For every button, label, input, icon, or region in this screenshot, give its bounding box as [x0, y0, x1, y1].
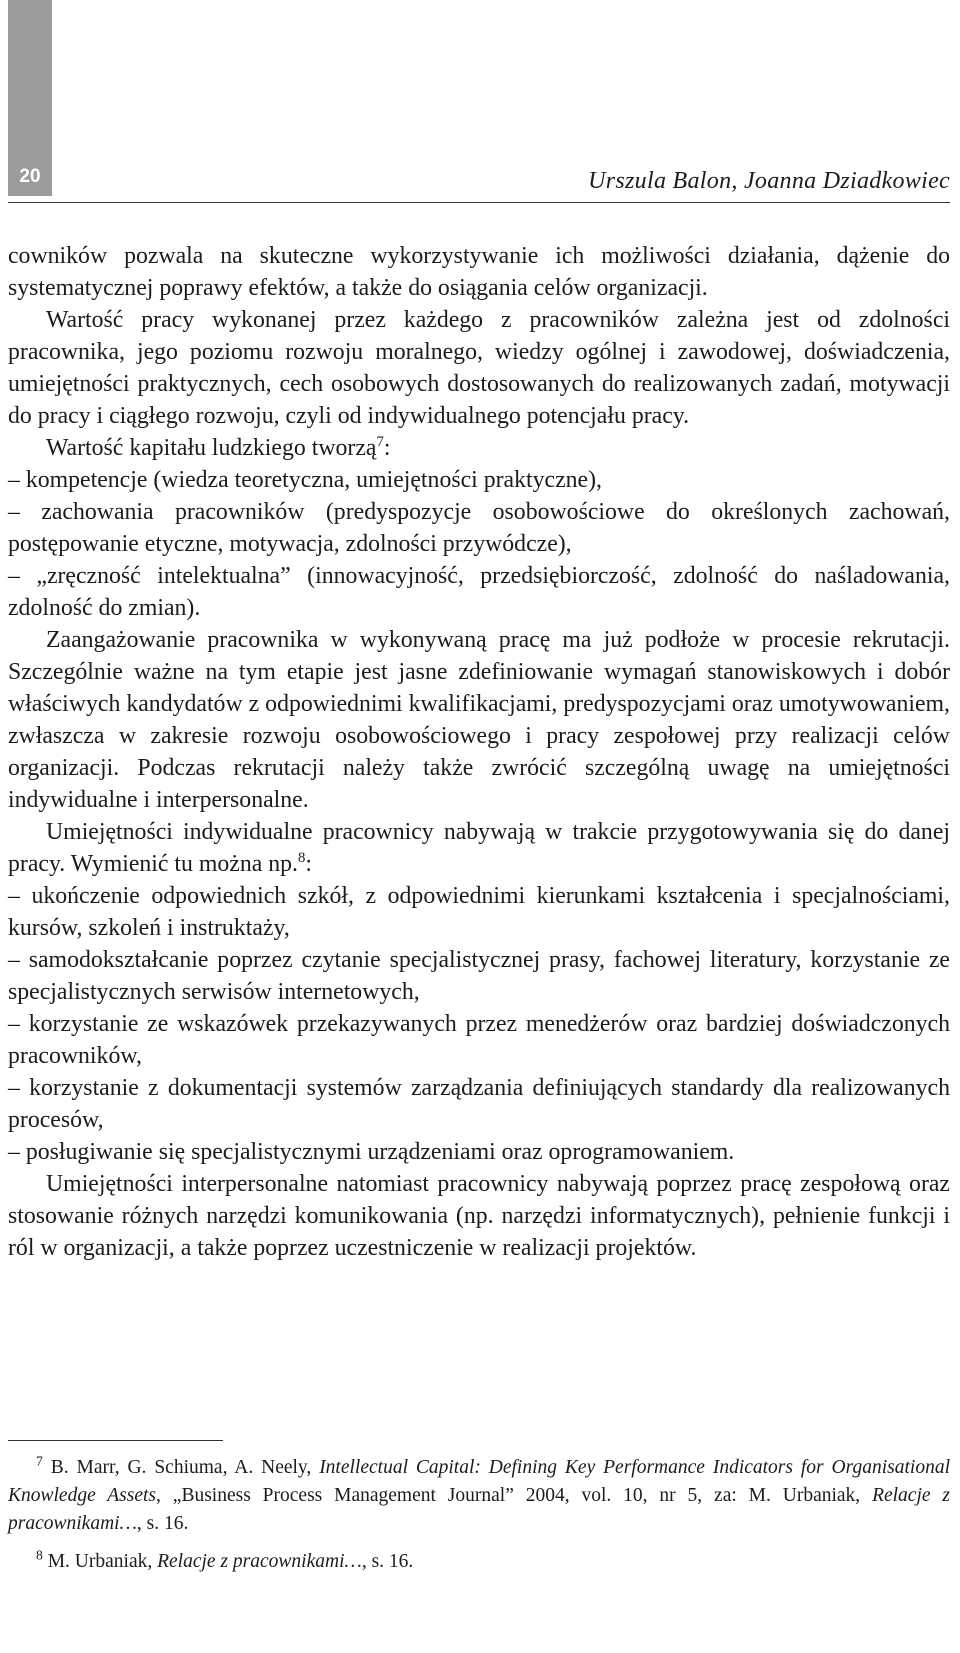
- list-item: – zachowania pracowników (predyspozycje osobowościowe do określonych zachowań, postępowanie etyczne, motywacja, zdolności przywódcze),: [8, 499, 950, 557]
- list-item: – ukończenie odpowiednich szkół, z odpowiednimi kierunkami kształcenia i specjalnościami, kursów, szkoleń i instruktaży,: [8, 883, 950, 941]
- footnote-pages: , s. 16.: [136, 1513, 189, 1534]
- footnote-pages: , s. 16.: [361, 1551, 414, 1572]
- footnote-8: [8, 1548, 950, 1576]
- paragraph-tail: :: [383, 435, 391, 461]
- footnote-authors: M. Urbaniak,: [42, 1551, 158, 1572]
- paragraph: [8, 432, 950, 464]
- page-number: 20: [19, 166, 41, 187]
- footnote-7: [8, 1454, 950, 1538]
- footnote-journal: , „Business Process Management Journal” 2004, vol. 10, nr 5, za: M. Urbaniak,: [156, 1485, 873, 1506]
- body-text: [8, 240, 950, 1264]
- footnote-source-title: Relacje z pracownikami…: [157, 1551, 362, 1572]
- footnote-title: Intellectual Capital: Defining Key Performance Indicators for Organisational Knowledge Assets: [8, 1457, 950, 1506]
- footnote-authors: B. Marr, G. Schiuma, A. Neely,: [42, 1457, 320, 1478]
- footnote-ref-8[interactable]: 8: [298, 850, 306, 867]
- paragraph-tail: :: [305, 851, 312, 877]
- paragraph: Wartość pracy wykonanej przez każdego z pracowników zależna jest od zdolności pracownika, jego poziomu rozwoju moralnego, wiedzy ogólnej i zawodowej, doświadczenia, umiejętności praktycznych, cech osobowych dostosowanych do realizowanych zadań, motywacji do pracy i ciągłego rozwoju, czyli od indywidualnego potencjału pracy.: [8, 307, 950, 429]
- paragraph-text: Umiejętności indywidualne pracownicy nabywają w trakcie przygotowywania się do danej pracy. Wymienić tu można np.: [8, 819, 950, 877]
- paragraph: [8, 816, 950, 880]
- paragraph: Umiejętności interpersonalne natomiast pracownicy nabywają poprzez pracę zespołową oraz stosowanie różnych narzędzi komunikowania (np. narzędzi informatycznych), pełnienie funkcji i ról w organizacji, a także poprzez uczestniczenie w realizacji projektów.: [8, 1171, 950, 1261]
- paragraph-text: Wartość kapitału ludzkiego tworzą: [46, 435, 377, 461]
- list-item: – posługiwanie się specjalistycznymi urządzeniami oraz oprogramowaniem.: [8, 1139, 735, 1165]
- list-item: – kompetencje (wiedza teoretyczna, umiejętności praktyczne),: [8, 467, 602, 493]
- list-item: – „zręczność intelektualna” (innowacyjność, przedsiębiorczość, zdolność do naśladowania, zdolność do zmian).: [8, 563, 950, 621]
- footnote-rule: [8, 1440, 223, 1441]
- footnote-ref-7[interactable]: 7: [376, 434, 384, 451]
- page-number-tab: [8, 0, 52, 196]
- list-item: – korzystanie ze wskazówek przekazywanych przez menedżerów oraz bardziej doświadczonych pracowników,: [8, 1011, 950, 1069]
- list-item: – korzystanie z dokumentacji systemów zarządzania definiujących standardy dla realizowanych procesów,: [8, 1075, 950, 1133]
- paragraph: Zaangażowanie pracownika w wykonywaną pracę ma już podłoże w procesie rekrutacji. Szczególnie ważne na tym etapie jest jasne zdefiniowanie wymagań stanowiskowych i dobór właściwych kandydatów z odpowiednimi kwalifikacjami, predyspozycjami oraz umotywowaniem, zwłaszcza w zakresie rozwoju osobowościowego i pracy zespołowej przy realizacji celów organizacji. Podczas rekrutacji należy także zwrócić szczególną uwagę na umiejętności indywidualne i interpersonalne.: [8, 627, 950, 813]
- footnote-mark: 8: [36, 1547, 43, 1563]
- footnote-source-title: Relacje z pracownikami…: [8, 1485, 950, 1534]
- list-item: – samodokształcanie poprzez czytanie specjalistycznej prasy, fachowej literatury, korzystanie ze specjalistycznych serwisów internetowych,: [8, 947, 950, 1005]
- footnote-mark: 7: [36, 1453, 43, 1469]
- header-rule: [8, 202, 950, 203]
- running-head: Urszula Balon, Joanna Dziadkowiec: [588, 168, 950, 194]
- paragraph: cowników pozwala na skuteczne wykorzystywanie ich możliwości działania, dążenie do systematycznej poprawy efektów, a także do osiągania celów organizacji.: [8, 243, 950, 301]
- footnotes: [8, 1454, 950, 1576]
